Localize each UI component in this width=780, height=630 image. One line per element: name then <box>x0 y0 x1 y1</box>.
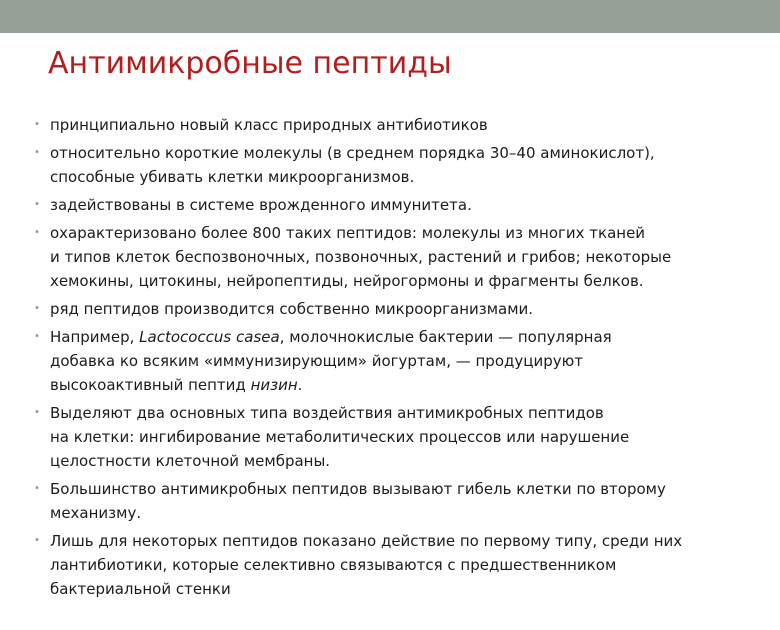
bullet-text-line: Выделяют два основных типа воздействия антимикробных пептидов <box>50 404 604 422</box>
bullet-text-line: Лишь для некоторых пептидов показано действие по первому типу, среди них <box>50 532 683 550</box>
text-run: . <box>297 376 303 394</box>
bullet-list <box>34 113 734 605</box>
italic-peptide-name: низин <box>250 376 298 394</box>
bullet-text-line: на клетки: ингибирование метаболитических процессов или нарушение <box>50 428 630 446</box>
bullet-item-800-peptides <box>34 221 734 293</box>
bullet-text-line: относительно короткие молекулы (в среднем порядка 30–40 аминокислот), <box>50 144 655 162</box>
bullet-dot-icon: • <box>34 407 40 418</box>
bullet-dot-icon: • <box>34 483 40 494</box>
bullet-text-line: механизму. <box>50 504 142 522</box>
bullet-item-new-class <box>34 113 734 137</box>
bullet-text-line: целостности клеточной мембраны. <box>50 452 331 470</box>
bullet-dot-icon: • <box>34 199 40 210</box>
text-run: высокоактивный пептид <box>50 376 251 394</box>
top-decorative-bar <box>0 0 780 33</box>
text-run: , молочнокислые бактерии — популярная <box>279 328 612 346</box>
bullet-item-second-mechanism <box>34 477 734 525</box>
bullet-dot-icon: • <box>34 227 40 238</box>
slide-title: Антимикробные пептиды <box>48 46 452 81</box>
bullet-dot-icon: • <box>34 535 40 546</box>
bullet-text-line: охарактеризовано более 800 таких пептидов: молекулы из многих тканей <box>50 224 646 242</box>
bullet-item-lantibiotics <box>34 529 734 601</box>
bullet-text-line <box>50 325 734 349</box>
bullet-text-line: лантибиотики, которые селективно связываются с предшественником <box>50 556 617 574</box>
bullet-text-line: способные убивать клетки микроорганизмов. <box>50 168 415 186</box>
bullet-text-line: хемокины, цитокины, нейропептиды, нейрогормоны и фрагменты белков. <box>50 272 644 290</box>
bullet-text-line: бактериальной стенки <box>50 580 231 598</box>
bullet-text-line: ряд пептидов производится собственно микроорганизмами. <box>50 300 534 318</box>
bullet-item-innate-immunity <box>34 193 734 217</box>
text-run: Например, <box>50 328 140 346</box>
bullet-item-short-molecules <box>34 141 734 189</box>
bullet-dot-icon: • <box>34 119 40 130</box>
bullet-item-example-nisin <box>34 325 734 397</box>
bullet-text-line: задействованы в системе врожденного иммунитета. <box>50 196 472 214</box>
bullet-dot-icon: • <box>34 331 40 342</box>
italic-species-name: Lactococcus casea <box>139 328 280 346</box>
bullet-text-line: принципиально новый класс природных антибиотиков <box>50 116 488 134</box>
bullet-item-microorganisms <box>34 297 734 321</box>
bullet-text-line: и типов клеток беспозвоночных, позвоночных, растений и грибов; некоторые <box>50 248 672 266</box>
bullet-item-two-types <box>34 401 734 473</box>
bullet-dot-icon: • <box>34 147 40 158</box>
bullet-text-line <box>50 373 734 397</box>
bullet-dot-icon: • <box>34 303 40 314</box>
bullet-text-line: добавка ко всяким «иммунизирующим» йогуртам, — продуцируют <box>50 352 583 370</box>
bullet-text-line: Большинство антимикробных пептидов вызывают гибель клетки по второму <box>50 480 666 498</box>
